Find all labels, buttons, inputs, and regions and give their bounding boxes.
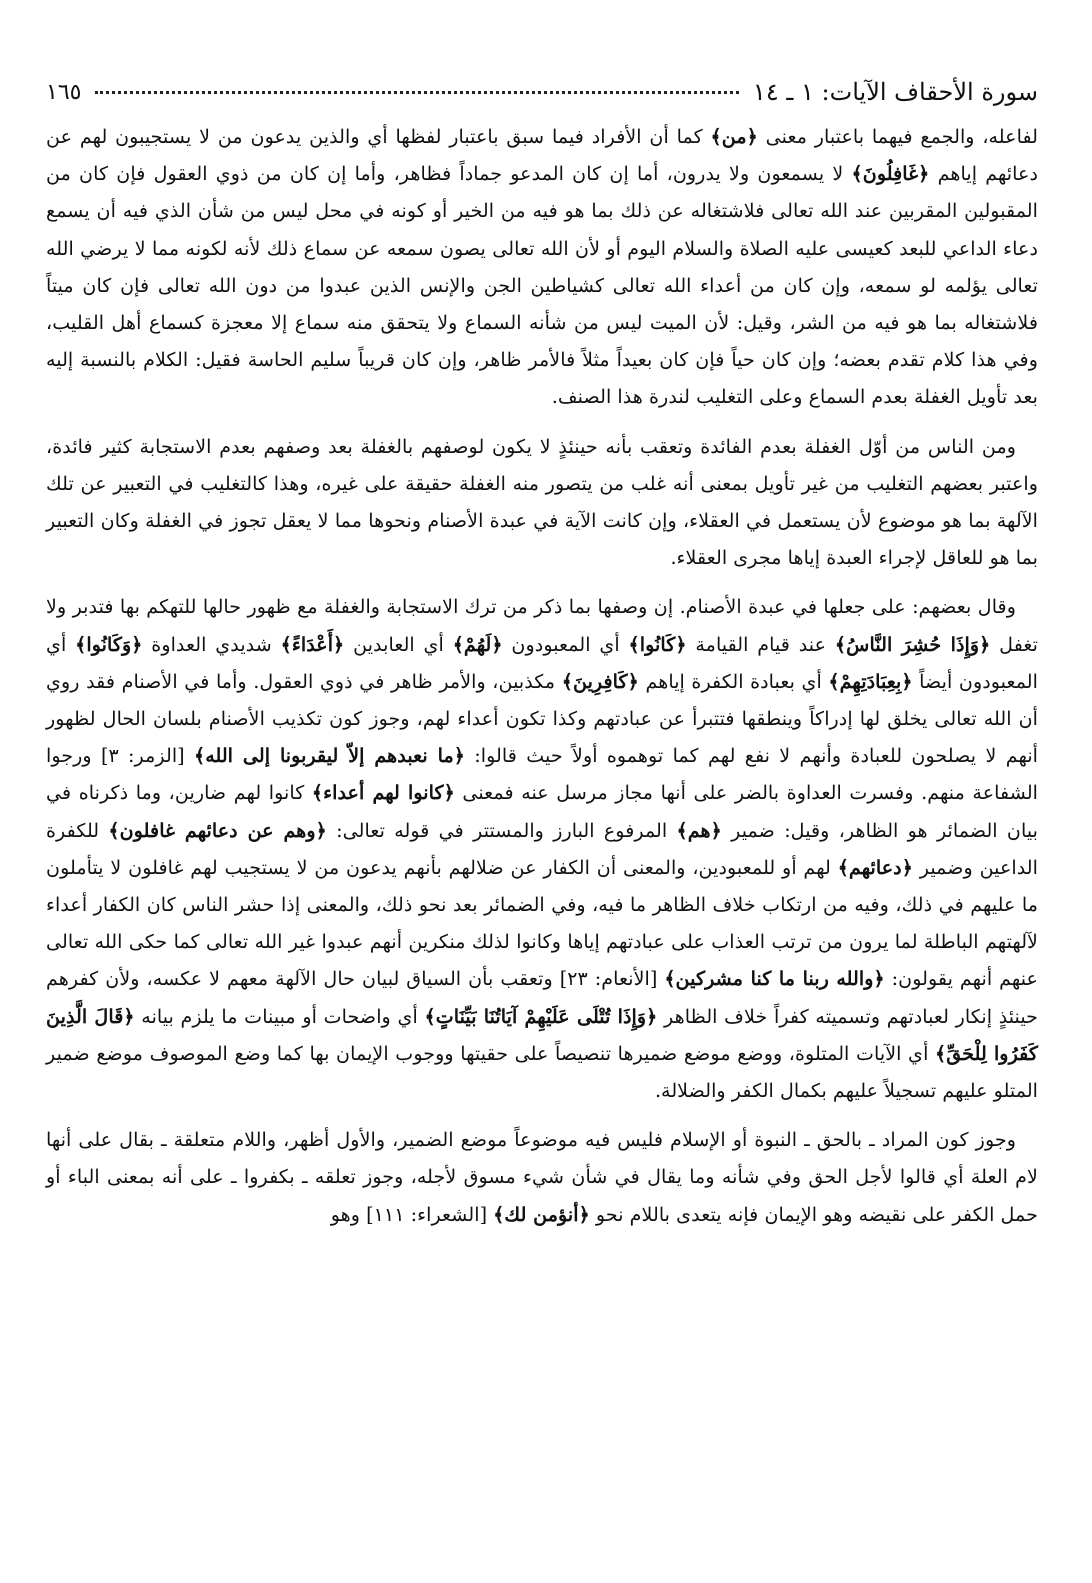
quran-quote: ﴿أنؤمن لك﴾ [493,1202,590,1226]
surah-title: سورة الأحقاف الآيات: ١ ـ ١٤ [752,78,1038,106]
quran-quote: ﴿قَالَ الَّذِينَ كَفَرُوا لِلْحَقِّ﴾ [46,1004,1038,1065]
quran-quote: ﴿وَإِذَا تُتْلَى عَلَيْهِمْ آيَاتُنَا بَيِّنَاتٍ﴾ [424,1004,658,1028]
commentary-text: أي المعبودون [502,632,629,656]
commentary-text: كما أن الأفراد فيما سبق باعتبار لفظها أي والذين يدعون من لا يستجيبون لهم عن دعائهم إياهم [46,125,1038,186]
quran-quote: ﴿كَافِرِينَ﴾ [561,669,639,693]
quran-quote: ﴿كانوا لهم أعداء﴾ [311,781,455,805]
commentary-text: شديدي العداوة [142,632,281,656]
commentary-text: [الزمر: ٣] ورجوا الشفاعة منهم. وفسرت العداوة بالضر على أنها مجاز مرسل عنه فمعنى [46,744,1038,805]
commentary-text: وجوز كون المراد ـ بالحق ـ النبوة أو الإسلام فليس فيه موضوعاً موضع الضمير، والأول أظهر، واللام متعلقة ـ بقال على أنها لام العلة أي قالوا لأجل الحق وفي شأنه وما يقال في شأن شيء مسوق لأجله، وجوز تعلقه ـ بكفروا ـ على أنه بمعنى الباء أو حمل الكفر على نقيضه وهو الإيمان فإنه يتعدى باللام نحو [46,1128,1038,1226]
commentary-text: [الشعراء: ١١١] وهو [330,1202,494,1226]
quran-quote: ﴿دعائهم﴾ [837,855,913,879]
commentary-text: أي العابدين [344,632,453,656]
commentary-text: أي الآيات المتلوة، ووضع موضع ضميرها تنصيصاً على حقيتها ووجوب الإيمان بها كما وضع الموصوف موضع ضمير المتلو عليهم تسجيلاً عليهم بكمال الكفر والضلالة. [46,1041,1038,1103]
commentary-text: وقال بعضهم: على جعلها في عبدة الأصنام. إن وصفها بما ذكر من ترك الاستجابة والغفلة مع ظهور حالها للتهكم بها فتدبر ولا تغفل [46,595,1039,656]
commentary-text: أي واضحات أو مبينات ما يلزم بيانه [134,1004,425,1028]
paragraph [46,118,1038,416]
tafsir-body-text [46,118,1038,1245]
page-number: ١٦٥ [46,79,82,105]
quran-quote: ﴿وهم عن دعائهم غافلون﴾ [108,818,327,842]
commentary-text: لا يسمعون ولا يدرون، أما إن كان المدعو جماداً فظاهر، وأما إن كان من ذوي العقول فإن كان من المقبولين المقربين عند الله تعالى فلاشتغاله عن ذلك بما هو فيه من الخير أو كونه في محل ليس من شأن الذي فيه أن يسمع دعاء الداعي للبعد كعيسى عليه الصلاة والسلام اليوم أو لأن الله تعالى يصون سمعه عن سماع ذلك لأنه لكونه مما لا يرضي الله تعالى يؤلمه لو سمعه، وإن كان من أعداء الله تعالى كشياطين الجن والإنس الذين عبدوا من دون الله تعالى فإن كان ميتاً فلاشتغاله بما هو فيه من الشر، وقيل: لأن الميت ليس من شأنه السماع ولا يتحقق منه سماع إلا معجزة كسماع أهل القليب، وفي هذا كلام تقدم بعضه؛ وإن كان حياً فإن كان بعيداً مثلاً فالأمر ظاهر، وإن كان قريباً سليم الحاسة فقيل: الكلام بالنسبة إليه بعد تأويل الغفلة بعدم السماع وعلى التغليب لندرة هذا الصنف. [46,162,1038,409]
quran-quote: ﴿والله ربنا ما كنا مشركين﴾ [664,967,885,991]
commentary-text: [الأنعام: ٢٣] وتعقب بأن السياق لبيان حال الآلهة معهم لا عكسه، ولأن كفرهم حينئذٍ إنكار لعبادتهم وتسميته كفراً خلاف الظاهر [46,967,1038,1028]
header-leader-dots [95,90,738,94]
paragraph [46,1121,1038,1233]
commentary-text: أي المعبودون أيضاً [46,632,1038,693]
commentary-text: المرفوع البارز والمستتر في قوله تعالى: [326,818,677,842]
commentary-text: مكذبين، والأمر ظاهر في ذوي العقول. وأما في الأصنام فقد روي أن الله تعالى يخلق لها إدراكاً وينطقها فتتبرأ عن عبادتهم وكذا تكون أعداء لهم، وجوز كون تكذيب الأصنام بلسان الحال لظهور أنهم لا يصلحون للعبادة وأنهم لا نفع لهم كما توهموه أولاً حيث قالوا: [46,669,1038,768]
quran-quote: ﴿أَعْدَاءً﴾ [280,632,345,656]
commentary-text: لهم أو للمعبودين، والمعنى أن الكفار عن ضلالهم بأنهم يدعون من لا يستجيب لهم غافلون لا يتأملون ما عليهم في ذلك، وفيه من ارتكاب خلاف الظاهر ما فيه، وفي الضمائر بعد نحو ذلك، والمعنى إذا حشر الناس كان الكفار أعداء لآلهتهم الباطلة لما يرون من ترتب العذاب على عبادتهم إياها وكانوا لذلك منكرين أنهم عبدوا غير الله تعالى كما حكى الله تعالى عنهم أنهم يقولون: [46,855,1039,991]
running-header [46,72,1038,112]
paragraph [46,428,1038,577]
quran-quote: ﴿وَإِذَا حُشِرَ النَّاسُ﴾ [834,632,991,656]
quran-quote: ﴿لَهُمْ﴾ [452,632,503,656]
quran-quote: ﴿كَانُوا﴾ [628,632,687,656]
paragraph [46,588,1038,1109]
quran-quote: ﴿غَافِلُونَ﴾ [851,162,930,186]
commentary-text: ومن الناس من أوّل الغفلة بعدم الفائدة وتعقب بأنه حينئذٍ لا يكون لوصفهم بالغفلة بعد وصفهم بعدم الاستجابة كثير فائدة، واعتبر بعضهم التغليب من غير تأويل بمعنى أنه غلب من يتصور منه الغفلة حقيقة على غيره، وهذا كالتغليب في التعبير عن تلك الآلهة بما هو موضوع لأن يستعمل في العقلاء، وإن كانت الآية في عبدة الأصنام ونحوها مما لا يعقل تجوز في الغفلة وكان التعبير بما هو للعاقل لإجراء العبدة إياها مجرى العقلاء. [46,434,1038,570]
commentary-text: عند قيام القيامة [686,632,835,656]
commentary-text: كانوا لهم ضارين، وما ذكرناه في بيان الضمائر هو الظاهر، وقيل: ضمير [46,781,1038,842]
commentary-text: أي بعبادة الكفرة إياهم [638,669,829,693]
quran-quote: ﴿بِعِبَادَتِهِمْ﴾ [828,669,913,693]
commentary-text: للكفرة الداعين وضمير [46,818,1038,879]
quran-quote: ﴿ما نعبدهم إلاّ ليقربونا إلى الله﴾ [193,744,465,768]
quran-quote: ﴿هم﴾ [676,818,722,842]
quran-quote: ﴿من﴾ [710,125,758,148]
quran-quote: ﴿وَكَانُوا﴾ [75,632,143,656]
commentary-text: لفاعله، والجمع فيهما باعتبار معنى [757,125,1039,148]
